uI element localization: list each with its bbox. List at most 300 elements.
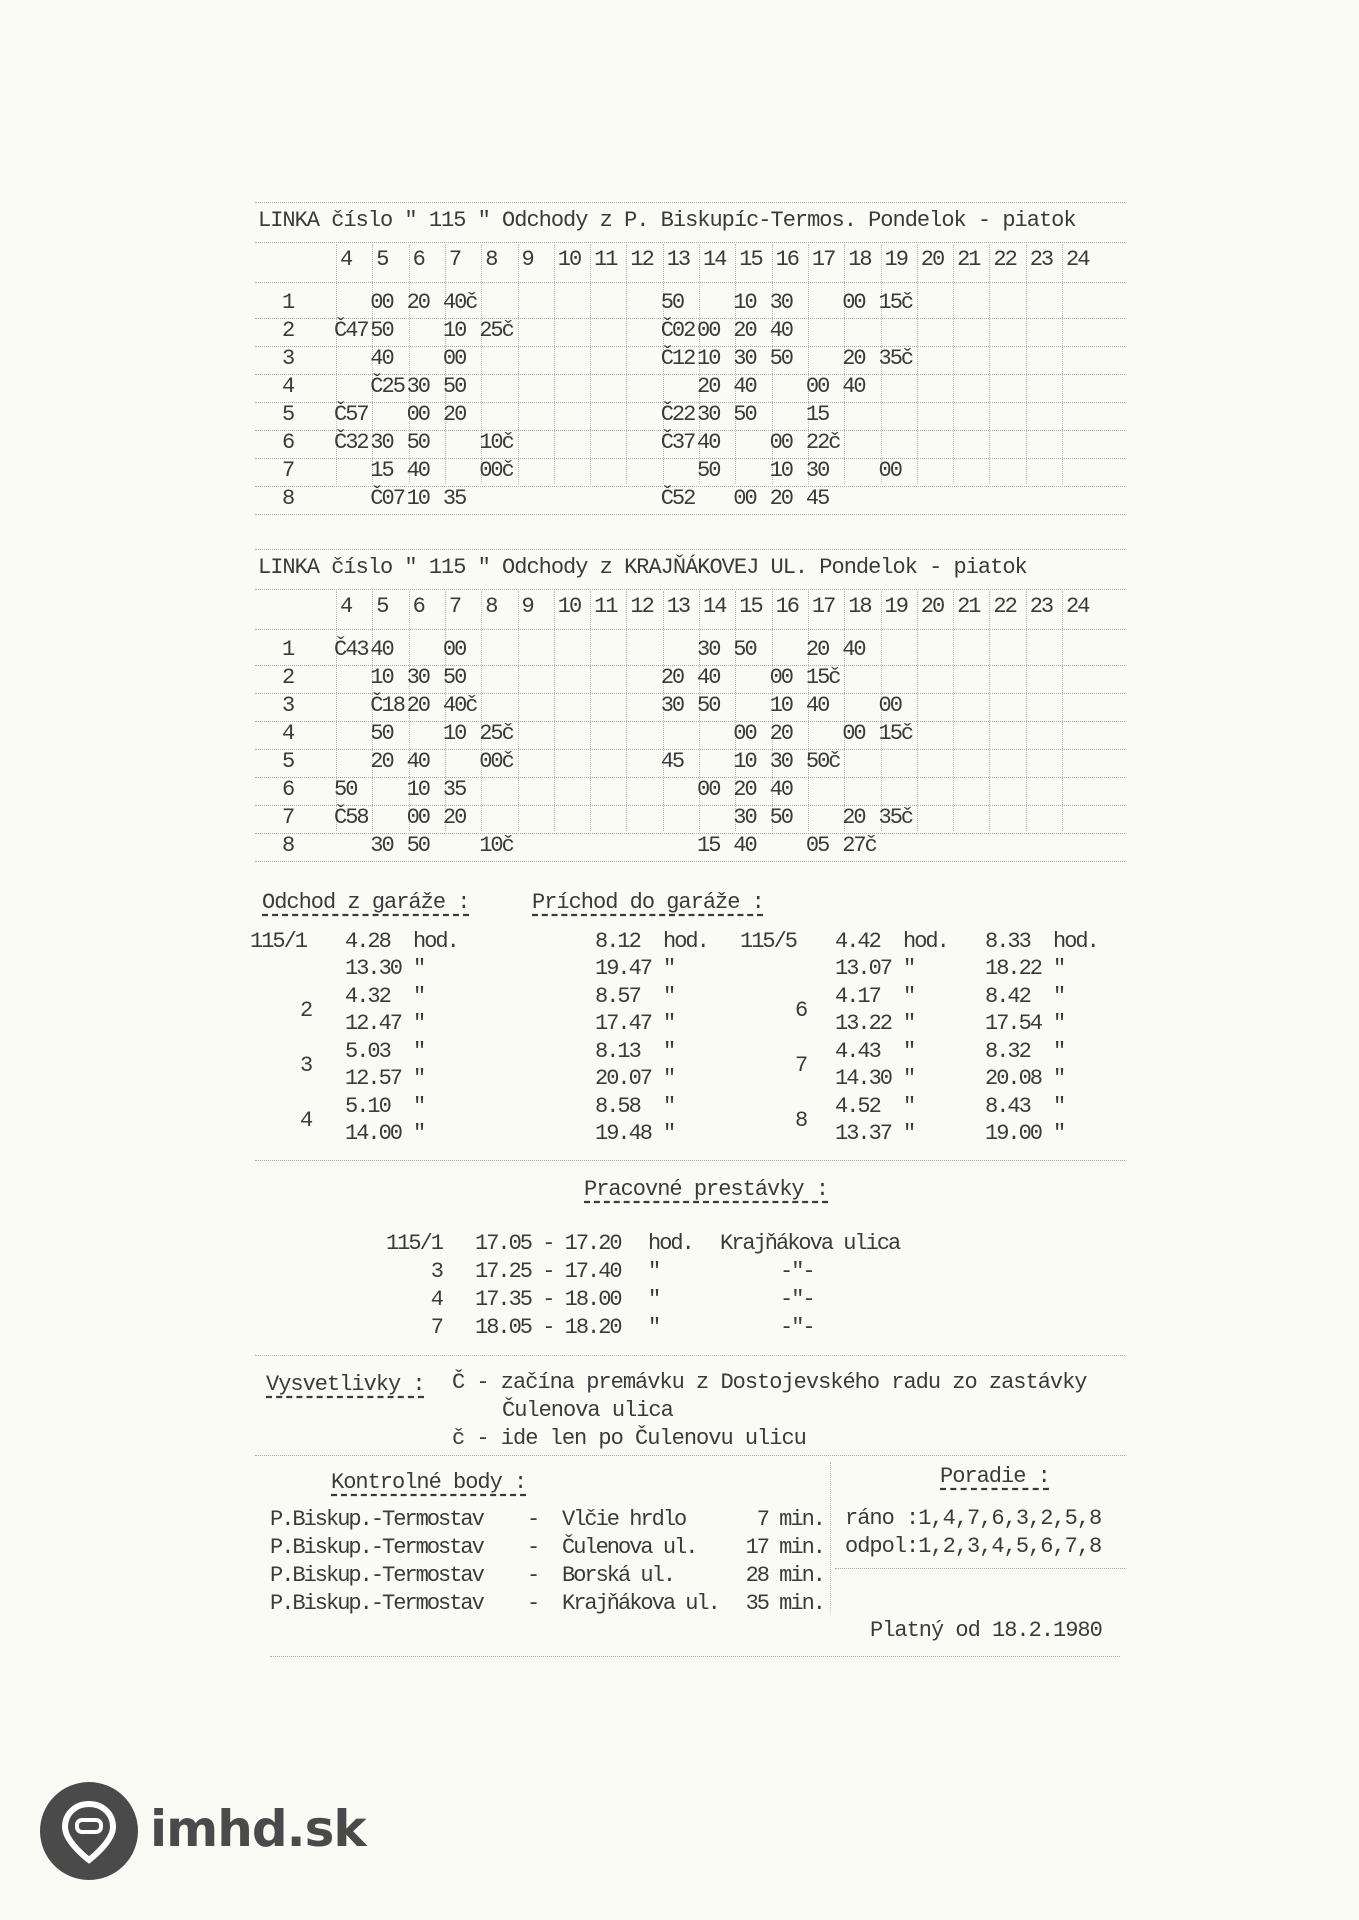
- departure-minute: 00č: [479, 749, 513, 774]
- garage-arrival-time: 19.47: [595, 956, 652, 981]
- legend-line-1: Č - začína premávku z Dostojevského radu zo zastávky: [452, 1370, 1087, 1395]
- hour-header: 15: [739, 247, 762, 272]
- departure-minute: 40: [370, 637, 393, 662]
- unit: ": [903, 956, 915, 981]
- vehicle-number: 4: [430, 1287, 442, 1312]
- column-line: [1026, 591, 1027, 831]
- departure-minute: 40: [406, 749, 429, 774]
- break-time: 18.05 - 18.20: [475, 1315, 621, 1340]
- row-number: 2: [282, 665, 294, 690]
- divider: [255, 242, 1125, 243]
- departure-minute: 10: [442, 721, 466, 746]
- break-place: -"-: [780, 1315, 814, 1340]
- row-number: 1: [282, 637, 294, 662]
- hour-header: 18: [848, 247, 871, 272]
- row-number: 7: [282, 805, 294, 830]
- departure-minute: 30: [733, 346, 756, 371]
- hour-header: 17: [811, 247, 835, 272]
- departure-minute: 20: [406, 290, 429, 315]
- column-line: [590, 591, 591, 831]
- departure-minute: 10: [406, 486, 429, 511]
- unit: ": [413, 1094, 425, 1119]
- unit: ": [903, 1066, 915, 1091]
- garage-arrival-time: 8.32: [985, 1039, 1030, 1064]
- departure-minute: 40: [769, 318, 792, 343]
- garage-departure-time: 4.42: [835, 929, 880, 954]
- hour-header: 24: [1066, 247, 1089, 272]
- departure-minute: 20: [842, 805, 865, 830]
- row-number: 5: [282, 402, 294, 427]
- vehicle-number: 115/1: [250, 929, 307, 954]
- hour-header: 22: [993, 594, 1016, 619]
- hour-header: 13: [666, 594, 690, 619]
- departure-minute: 10č: [479, 833, 513, 858]
- garage-departure-time: 4.52: [835, 1094, 880, 1119]
- departure-minute: 10: [769, 458, 792, 483]
- departure-minute: 40: [406, 458, 429, 483]
- checkpoint-to: Vlčie hrdlo: [562, 1507, 686, 1532]
- departure-minute: 00: [805, 374, 829, 399]
- departure-minute: 40: [697, 665, 720, 690]
- hour-header: 7: [448, 247, 461, 272]
- unit: ": [663, 1121, 675, 1146]
- unit: ": [1053, 1066, 1065, 1091]
- hour-header: 5: [376, 594, 388, 619]
- garage-arrival-time: 17.54: [985, 1011, 1042, 1036]
- break-time: 17.05 - 17.20: [475, 1231, 621, 1256]
- row-line: [255, 777, 1125, 778]
- column-line: [989, 591, 990, 831]
- garage-departure-time: 12.57: [345, 1066, 402, 1091]
- garage-departure-time: 5.03: [345, 1039, 390, 1064]
- row-number: 4: [282, 721, 294, 746]
- departure-minute: 00: [697, 318, 720, 343]
- departure-minute: 40č: [442, 693, 477, 718]
- departure-minute: 00: [842, 290, 865, 315]
- hour-header: 14: [703, 247, 726, 272]
- dash: -: [527, 1563, 539, 1588]
- divider: [255, 549, 1125, 550]
- timetable-title: LINKA číslo " 115 " Odchody z KRAJŇÁKOVEJ UL. Pondelok - piatok: [258, 555, 1027, 580]
- unit: ": [903, 1121, 915, 1146]
- vehicle-number: 4: [300, 1108, 312, 1133]
- garage-arrival-time: 8.42: [985, 984, 1030, 1009]
- unit: ": [663, 1066, 675, 1091]
- hour-header: 4: [340, 247, 352, 272]
- vehicle-number: 2: [300, 998, 312, 1023]
- departure-minute: 50: [769, 805, 792, 830]
- departure-minute: 30: [697, 637, 720, 662]
- checkpoint-to: Krajňákova ul.: [562, 1591, 719, 1616]
- checkpoint-minutes: 17 min.: [745, 1535, 824, 1560]
- departure-minute: 27č: [842, 833, 876, 858]
- break-place: Krajňákova ulica: [720, 1231, 900, 1256]
- garage-departure-time: 4.17: [835, 984, 880, 1009]
- departure-minute: 10: [442, 318, 466, 343]
- garage-arrival-time: 8.43: [985, 1094, 1030, 1119]
- departure-minute: Č57: [334, 402, 368, 427]
- vehicle-number: 7: [430, 1315, 442, 1340]
- departure-minute: 40: [842, 637, 865, 662]
- unit: hod.: [663, 929, 708, 954]
- order-heading: Poradie :: [940, 1464, 1050, 1489]
- hour-header: 21: [957, 594, 980, 619]
- garage-arrival-time: 8.33: [985, 929, 1030, 954]
- departure-minute: 20: [697, 374, 720, 399]
- departure-minute: 35č: [878, 805, 913, 830]
- departure-minute: 00: [406, 805, 429, 830]
- hour-header: 8: [485, 247, 497, 272]
- unit: hod.: [903, 929, 948, 954]
- garage-arrival-time: 19.00: [985, 1121, 1042, 1146]
- break-place: -"-: [780, 1259, 814, 1284]
- departure-minute: 35č: [878, 346, 913, 371]
- departure-minute: 20: [406, 693, 429, 718]
- column-line: [626, 591, 627, 831]
- row-number: 2: [282, 318, 294, 343]
- garage-departure-time: 13.37: [835, 1121, 892, 1146]
- garage-departure-heading: Odchod z garáže :: [262, 890, 470, 915]
- garage-arrival-time: 20.08: [985, 1066, 1042, 1091]
- hour-header: 24: [1066, 594, 1089, 619]
- divider: [255, 1355, 1125, 1356]
- departure-minute: 20: [842, 346, 865, 371]
- hour-header: 10: [557, 247, 581, 272]
- garage-arrival-heading: Príchod do garáže :: [532, 890, 764, 915]
- unit: hod.: [413, 929, 458, 954]
- hour-header: 6: [412, 247, 424, 272]
- hour-header: 11: [594, 594, 617, 619]
- column-line: [518, 591, 519, 831]
- order-morning: ráno :1,4,7,6,3,2,5,8: [845, 1506, 1102, 1531]
- departure-minute: 50: [697, 458, 720, 483]
- column-line: [830, 1462, 831, 1612]
- garage-departure-time: 14.30: [835, 1066, 892, 1091]
- break-place: -"-: [780, 1287, 814, 1312]
- divider: [835, 1568, 1125, 1569]
- divider: [255, 1455, 1125, 1456]
- divider: [255, 1160, 1125, 1161]
- departure-minute: 40: [769, 777, 792, 802]
- hour-header: 23: [1029, 594, 1053, 619]
- departure-minute: 50č: [805, 749, 840, 774]
- garage-departure-time: 4.32: [345, 984, 390, 1009]
- row-number: 1: [282, 290, 294, 315]
- valid-from: Platný od 18.2.1980: [870, 1618, 1102, 1643]
- departure-minute: 40: [842, 374, 865, 399]
- unit: ": [413, 1011, 425, 1036]
- dash: -: [527, 1507, 539, 1532]
- departure-minute: 20: [442, 805, 466, 830]
- departure-minute: 00: [370, 290, 393, 315]
- row-line: [255, 514, 1125, 515]
- departure-minute: 30: [733, 805, 756, 830]
- departure-minute: 50: [769, 346, 792, 371]
- breaks-heading: Pracovné prestávky :: [584, 1177, 829, 1202]
- hour-header: 10: [557, 594, 581, 619]
- hour-header: 21: [957, 247, 980, 272]
- departure-minute: 00: [769, 430, 792, 455]
- hour-header: 4: [340, 594, 352, 619]
- column-line: [953, 244, 954, 484]
- garage-arrival-time: 18.22: [985, 956, 1042, 981]
- checkpoint-minutes: 7 min.: [756, 1507, 824, 1532]
- departure-minute: 20: [370, 749, 393, 774]
- row-number: 3: [282, 693, 294, 718]
- column-line: [953, 591, 954, 831]
- row-number: 6: [282, 430, 294, 455]
- checkpoint-from: P.Biskup.-Termostav: [270, 1591, 483, 1616]
- garage-departure-time: 13.30: [345, 956, 402, 981]
- departure-minute: 15č: [878, 290, 913, 315]
- checkpoints-heading: Kontrolné body :: [331, 1470, 527, 1495]
- departure-minute: 00: [842, 721, 865, 746]
- hour-header: 8: [485, 594, 497, 619]
- hour-header: 14: [703, 594, 726, 619]
- column-line: [989, 244, 990, 484]
- garage-departure-time: 4.43: [835, 1039, 880, 1064]
- unit: ": [1053, 1011, 1065, 1036]
- column-line: [917, 244, 918, 484]
- column-line: [1026, 244, 1027, 484]
- departure-minute: 50: [442, 665, 466, 690]
- unit: ": [663, 1039, 675, 1064]
- departure-minute: 10: [733, 749, 756, 774]
- departure-minute: 30: [660, 693, 684, 718]
- departure-minute: 00: [442, 346, 466, 371]
- checkpoint-from: P.Biskup.-Termostav: [270, 1507, 483, 1532]
- departure-minute: Č12: [660, 346, 695, 371]
- vehicle-number: 115/1: [385, 1231, 442, 1256]
- unit: ": [1053, 1094, 1065, 1119]
- departure-minute: 30: [769, 290, 792, 315]
- hour-header: 9: [521, 594, 533, 619]
- column-line: [518, 244, 519, 484]
- departure-minute: 20: [733, 318, 756, 343]
- departure-minute: 50: [697, 693, 720, 718]
- departure-minute: Č02: [660, 318, 695, 343]
- hour-header: 19: [884, 247, 907, 272]
- row-number: 8: [282, 833, 294, 858]
- dash: -: [527, 1535, 539, 1560]
- unit: ": [903, 984, 915, 1009]
- unit: hod.: [1053, 929, 1098, 954]
- departure-minute: Č22: [660, 402, 695, 427]
- unit: ": [648, 1259, 660, 1284]
- departure-minute: 00: [442, 637, 466, 662]
- garage-departure-time: 4.28: [345, 929, 390, 954]
- garage-arrival-time: 8.58: [595, 1094, 640, 1119]
- departure-minute: 00: [733, 721, 756, 746]
- row-number: 4: [282, 374, 294, 399]
- hour-header: 12: [630, 594, 653, 619]
- row-number: 3: [282, 346, 294, 371]
- hour-header: 11: [594, 247, 617, 272]
- unit: ": [1053, 1039, 1065, 1064]
- departure-minute: 15č: [805, 665, 840, 690]
- departure-minute: 10č: [479, 430, 513, 455]
- departure-minute: 20: [805, 637, 829, 662]
- departure-minute: 15č: [878, 721, 913, 746]
- column-line: [917, 591, 918, 831]
- departure-minute: 10: [406, 777, 429, 802]
- unit: ": [648, 1287, 660, 1312]
- garage-arrival-time: 17.47: [595, 1011, 652, 1036]
- divider: [255, 202, 1125, 203]
- departure-minute: 20: [733, 777, 756, 802]
- unit: hod.: [648, 1231, 693, 1256]
- departure-minute: 25č: [479, 318, 513, 343]
- hour-header: 19: [884, 594, 907, 619]
- departure-minute: 30: [370, 430, 393, 455]
- break-time: 17.35 - 18.00: [475, 1287, 621, 1312]
- garage-departure-time: 12.47: [345, 1011, 402, 1036]
- checkpoint-to: Čulenova ul.: [562, 1535, 697, 1560]
- departure-minute: 45: [805, 486, 829, 511]
- unit: ": [663, 956, 675, 981]
- departure-minute: 35: [442, 777, 466, 802]
- divider: [255, 589, 1125, 590]
- departure-minute: 50: [733, 637, 756, 662]
- column-line: [554, 591, 555, 831]
- unit: ": [1053, 984, 1065, 1009]
- unit: ": [1053, 956, 1065, 981]
- departure-minute: 20: [769, 721, 792, 746]
- unit: ": [413, 984, 425, 1009]
- hour-header: 7: [448, 594, 461, 619]
- row-line: [255, 805, 1125, 806]
- garage-arrival-time: 8.13: [595, 1039, 640, 1064]
- departure-minute: 00č: [479, 458, 513, 483]
- departure-minute: 20: [442, 402, 466, 427]
- departure-minute: Č37: [660, 430, 695, 455]
- hour-header: 23: [1029, 247, 1053, 272]
- departure-minute: 50: [733, 402, 756, 427]
- departure-minute: 40: [805, 693, 829, 718]
- divider: [255, 282, 1125, 283]
- departure-minute: 00: [733, 486, 756, 511]
- departure-minute: 40: [733, 374, 756, 399]
- imhd-logo-text: imhd.sk: [150, 1800, 366, 1858]
- column-line: [590, 244, 591, 484]
- divider: [255, 629, 1125, 630]
- departure-minute: 40: [370, 346, 393, 371]
- vehicle-number: 8: [795, 1108, 807, 1133]
- hour-header: 6: [412, 594, 424, 619]
- departure-minute: 30: [769, 749, 792, 774]
- row-number: 8: [282, 486, 294, 511]
- dash: -: [527, 1591, 539, 1616]
- departure-minute: 00: [769, 665, 792, 690]
- garage-departure-time: 5.10: [345, 1094, 390, 1119]
- garage-departure-time: 14.00: [345, 1121, 402, 1146]
- hour-header: 5: [376, 247, 388, 272]
- departure-minute: 50: [660, 290, 684, 315]
- departure-minute: 15: [697, 833, 720, 858]
- departure-minute: 00: [406, 402, 429, 427]
- departure-minute: 15: [805, 402, 829, 427]
- break-time: 17.25 - 17.40: [475, 1259, 621, 1284]
- hour-header: 22: [993, 247, 1016, 272]
- unit: ": [903, 1039, 915, 1064]
- garage-arrival-time: 20.07: [595, 1066, 652, 1091]
- unit: ": [903, 1011, 915, 1036]
- legend-line-2: Čulenova ulica: [502, 1398, 673, 1423]
- hour-header: 15: [739, 594, 762, 619]
- garage-arrival-time: 19.48: [595, 1121, 652, 1146]
- vehicle-number: 7: [795, 1053, 807, 1078]
- departure-minute: Č07: [370, 486, 404, 511]
- departure-minute: 00: [878, 458, 901, 483]
- row-number: 7: [282, 458, 294, 483]
- unit: ": [903, 1094, 915, 1119]
- departure-minute: Č25: [370, 374, 404, 399]
- hour-header: 16: [775, 594, 798, 619]
- unit: ": [413, 1121, 425, 1146]
- hour-header: 9: [521, 247, 533, 272]
- hour-header: 20: [920, 594, 944, 619]
- row-number: 5: [282, 749, 294, 774]
- departure-minute: Č32: [334, 430, 368, 455]
- departure-minute: 50: [406, 833, 429, 858]
- checkpoint-from: P.Biskup.-Termostav: [270, 1563, 483, 1588]
- departure-minute: 30: [406, 374, 429, 399]
- departure-minute: Č52: [660, 486, 695, 511]
- departure-minute: 30: [370, 833, 393, 858]
- departure-minute: Č18: [370, 693, 404, 718]
- vehicle-number: 115/5: [740, 929, 797, 954]
- departure-minute: 10: [370, 665, 393, 690]
- unit: ": [413, 956, 425, 981]
- legend-line-3: č - ide len po Čulenovu ulicu: [452, 1426, 806, 1451]
- unit: ": [663, 1011, 675, 1036]
- row-number: 6: [282, 777, 294, 802]
- departure-minute: 30: [805, 458, 829, 483]
- departure-minute: 25č: [479, 721, 513, 746]
- departure-minute: 10: [697, 346, 720, 371]
- checkpoint-from: P.Biskup.-Termostav: [270, 1535, 483, 1560]
- unit: ": [413, 1066, 425, 1091]
- hour-header: 20: [920, 247, 944, 272]
- departure-minute: 05: [805, 833, 829, 858]
- imhd-logo-icon: [40, 1782, 138, 1880]
- departure-minute: 10: [769, 693, 792, 718]
- departure-minute: 00: [697, 777, 720, 802]
- garage-departure-time: 13.07: [835, 956, 892, 981]
- checkpoint-minutes: 28 min.: [745, 1563, 824, 1588]
- departure-minute: 30: [406, 665, 429, 690]
- departure-minute: 22č: [805, 430, 840, 455]
- column-line: [844, 591, 845, 831]
- departure-minute: 40: [697, 430, 720, 455]
- garage-arrival-time: 8.12: [595, 929, 640, 954]
- vehicle-number: 3: [300, 1053, 312, 1078]
- column-line: [1062, 591, 1063, 831]
- column-line: [1062, 244, 1063, 484]
- unit: ": [663, 984, 675, 1009]
- timetable-title: LINKA číslo " 115 " Odchody z P. Biskupíc-Termos. Pondelok - piatok: [258, 208, 1076, 233]
- vehicle-number: 3: [430, 1259, 442, 1284]
- departure-minute: 20: [769, 486, 792, 511]
- column-line: [481, 591, 482, 831]
- column-line: [626, 244, 627, 484]
- departure-minute: 15: [370, 458, 393, 483]
- departure-minute: 50: [406, 430, 429, 455]
- departure-minute: Č58: [334, 805, 368, 830]
- unit: ": [648, 1315, 660, 1340]
- unit: ": [413, 1039, 425, 1064]
- row-line: [255, 861, 1125, 862]
